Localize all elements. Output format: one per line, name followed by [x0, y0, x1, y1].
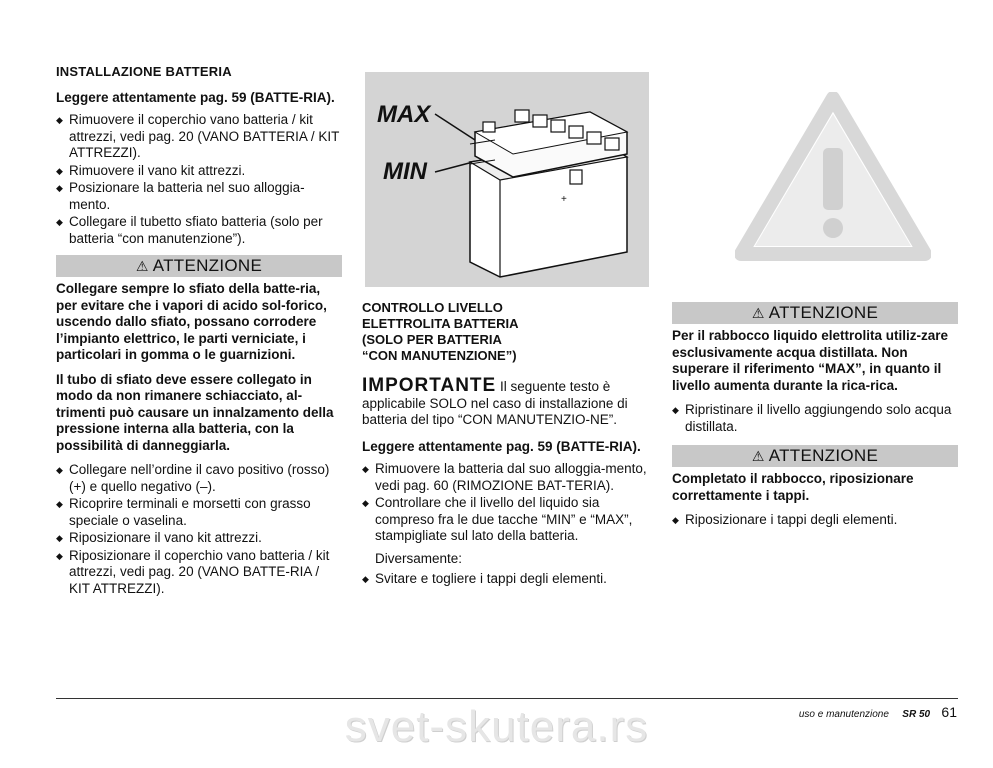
battery-figure: [365, 72, 649, 287]
list-item: ◆ Rimuovere il vano kit attrezzi.: [56, 163, 342, 180]
list-item: ◆ Rimuovere il coperchio vano batteria / kit attrezzi, vedi pag. 20 (VANO BATTERIA / KIT ATTREZZI).: [56, 112, 342, 162]
bullet-list: [56, 112, 342, 247]
battery-illustration: [365, 72, 649, 287]
warning-icon: ⚠: [751, 304, 765, 321]
footer-divider: [56, 698, 958, 699]
bullet-list: [362, 571, 650, 588]
warning-banner: [672, 445, 958, 467]
bullet-list: [672, 402, 958, 435]
warning-text: Per il rabbocco liquido elettrolita utiliz-zare esclusivamente acqua distillata. Non superare il riferimento “MAX”, in quanto il livello aumenta durante la rica-rica.: [672, 328, 949, 393]
list-item: ◆ Riposizionare il vano kit attrezzi.: [56, 530, 342, 547]
page-number: 61: [941, 704, 957, 720]
heading-line: ELETTROLITA BATTERIA: [362, 316, 519, 331]
warning-text: Il tubo di sfiato deve essere collegato in modo da non rimanere schiacciato, al-trimenti può causare un innalzamento della pressione interna alla batteria, con la possibilità di danneggiarla.: [56, 371, 334, 453]
heading-line: CONTROLLO LIVELLO: [362, 300, 503, 315]
list-item: ◆ Riposizionare i tappi degli elementi.: [672, 512, 958, 529]
warning-triangle-icon: [735, 92, 931, 267]
page-footer: [799, 704, 957, 720]
otherwise-text: Diversamente:: [375, 550, 463, 566]
list-item: ◆ Riposizionare il coperchio vano batteria / kit attrezzi, vedi pag. 20 (VANO BATTE-RIA / KIT ATTREZZI).: [56, 548, 342, 598]
warning-icon: ⚠: [751, 447, 765, 464]
column-2: [362, 300, 650, 594]
warning-banner: [56, 255, 342, 277]
intro-text: Leggere attentamente pag. 59 (BATTE-RIA).: [56, 89, 335, 105]
section-heading: INSTALLAZIONE BATTERIA: [56, 64, 232, 79]
important-note: [362, 375, 650, 429]
list-item: ◆ Collegare il tubetto sfiato batteria (solo per batteria “con manutenzione”).: [56, 214, 342, 247]
heading-line: “CON MANUTENZIONE”): [362, 348, 517, 363]
footer-section: uso e manutenzione: [798, 709, 889, 720]
warning-label: ATTENZIONE: [152, 255, 263, 275]
important-word: IMPORTANTE: [362, 375, 497, 396]
list-item: ◆ Ricoprire terminali e morsetti con grasso speciale o vaselina.: [56, 496, 342, 529]
max-label: MAX: [377, 101, 431, 128]
bullet-list: [362, 461, 650, 545]
warning-label: ATTENZIONE: [768, 302, 879, 322]
list-item: ◆ Rimuovere la batteria dal suo alloggia-mento, vedi pag. 60 (RIMOZIONE BAT-TERIA).: [362, 461, 650, 494]
heading-line: (SOLO PER BATTERIA: [362, 332, 502, 347]
column-3: [672, 302, 958, 535]
watermark: svet-skutera.rs: [344, 702, 649, 751]
min-label: MIN: [383, 158, 427, 185]
list-item: ◆ Posizionare la batteria nel suo alloggia-mento.: [56, 180, 342, 213]
warning-text: Completato il rabbocco, riposizionare correttamente i tappi.: [672, 471, 914, 503]
list-item: ◆ Ripristinare il livello aggiungendo solo acqua distillata.: [672, 402, 958, 435]
warning-icon: ⚠: [135, 257, 149, 274]
warning-text: Collegare sempre lo sfiato della batte-ria, per evitare che i vapori di acido sol-forico, uscendo dallo sfiato, possano corrodere l’impianto elettrico, le parti verniciate, i particolari in gomma o le guarnizioni.: [56, 281, 327, 362]
list-item: ◆ Svitare e togliere i tappi degli elementi.: [362, 571, 650, 588]
bullet-list: [672, 512, 958, 529]
footer-model: SR 50: [902, 709, 931, 720]
list-item: ◆ Controllare che il livello del liquido sia compreso fra le due tacche “MIN” e “MAX”, stampigliate sul lato della batteria.: [362, 495, 650, 545]
section-heading: [362, 300, 650, 364]
intro-text: Leggere attentamente pag. 59 (BATTE-RIA).: [362, 438, 641, 454]
list-item: ◆ Collegare nell’ordine il cavo positivo (rosso) (+) e quello negativo (–).: [56, 462, 342, 495]
column-1: [56, 64, 342, 603]
warning-label: ATTENZIONE: [768, 445, 879, 465]
warning-banner: [672, 302, 958, 324]
bullet-list: [56, 462, 342, 597]
important-text: Il seguente testo è applicabile SOLO nel caso di installazione di batteria del tipo “CON MANUTENZIO-NE”.: [362, 379, 628, 427]
svg-text:+: +: [561, 194, 567, 205]
